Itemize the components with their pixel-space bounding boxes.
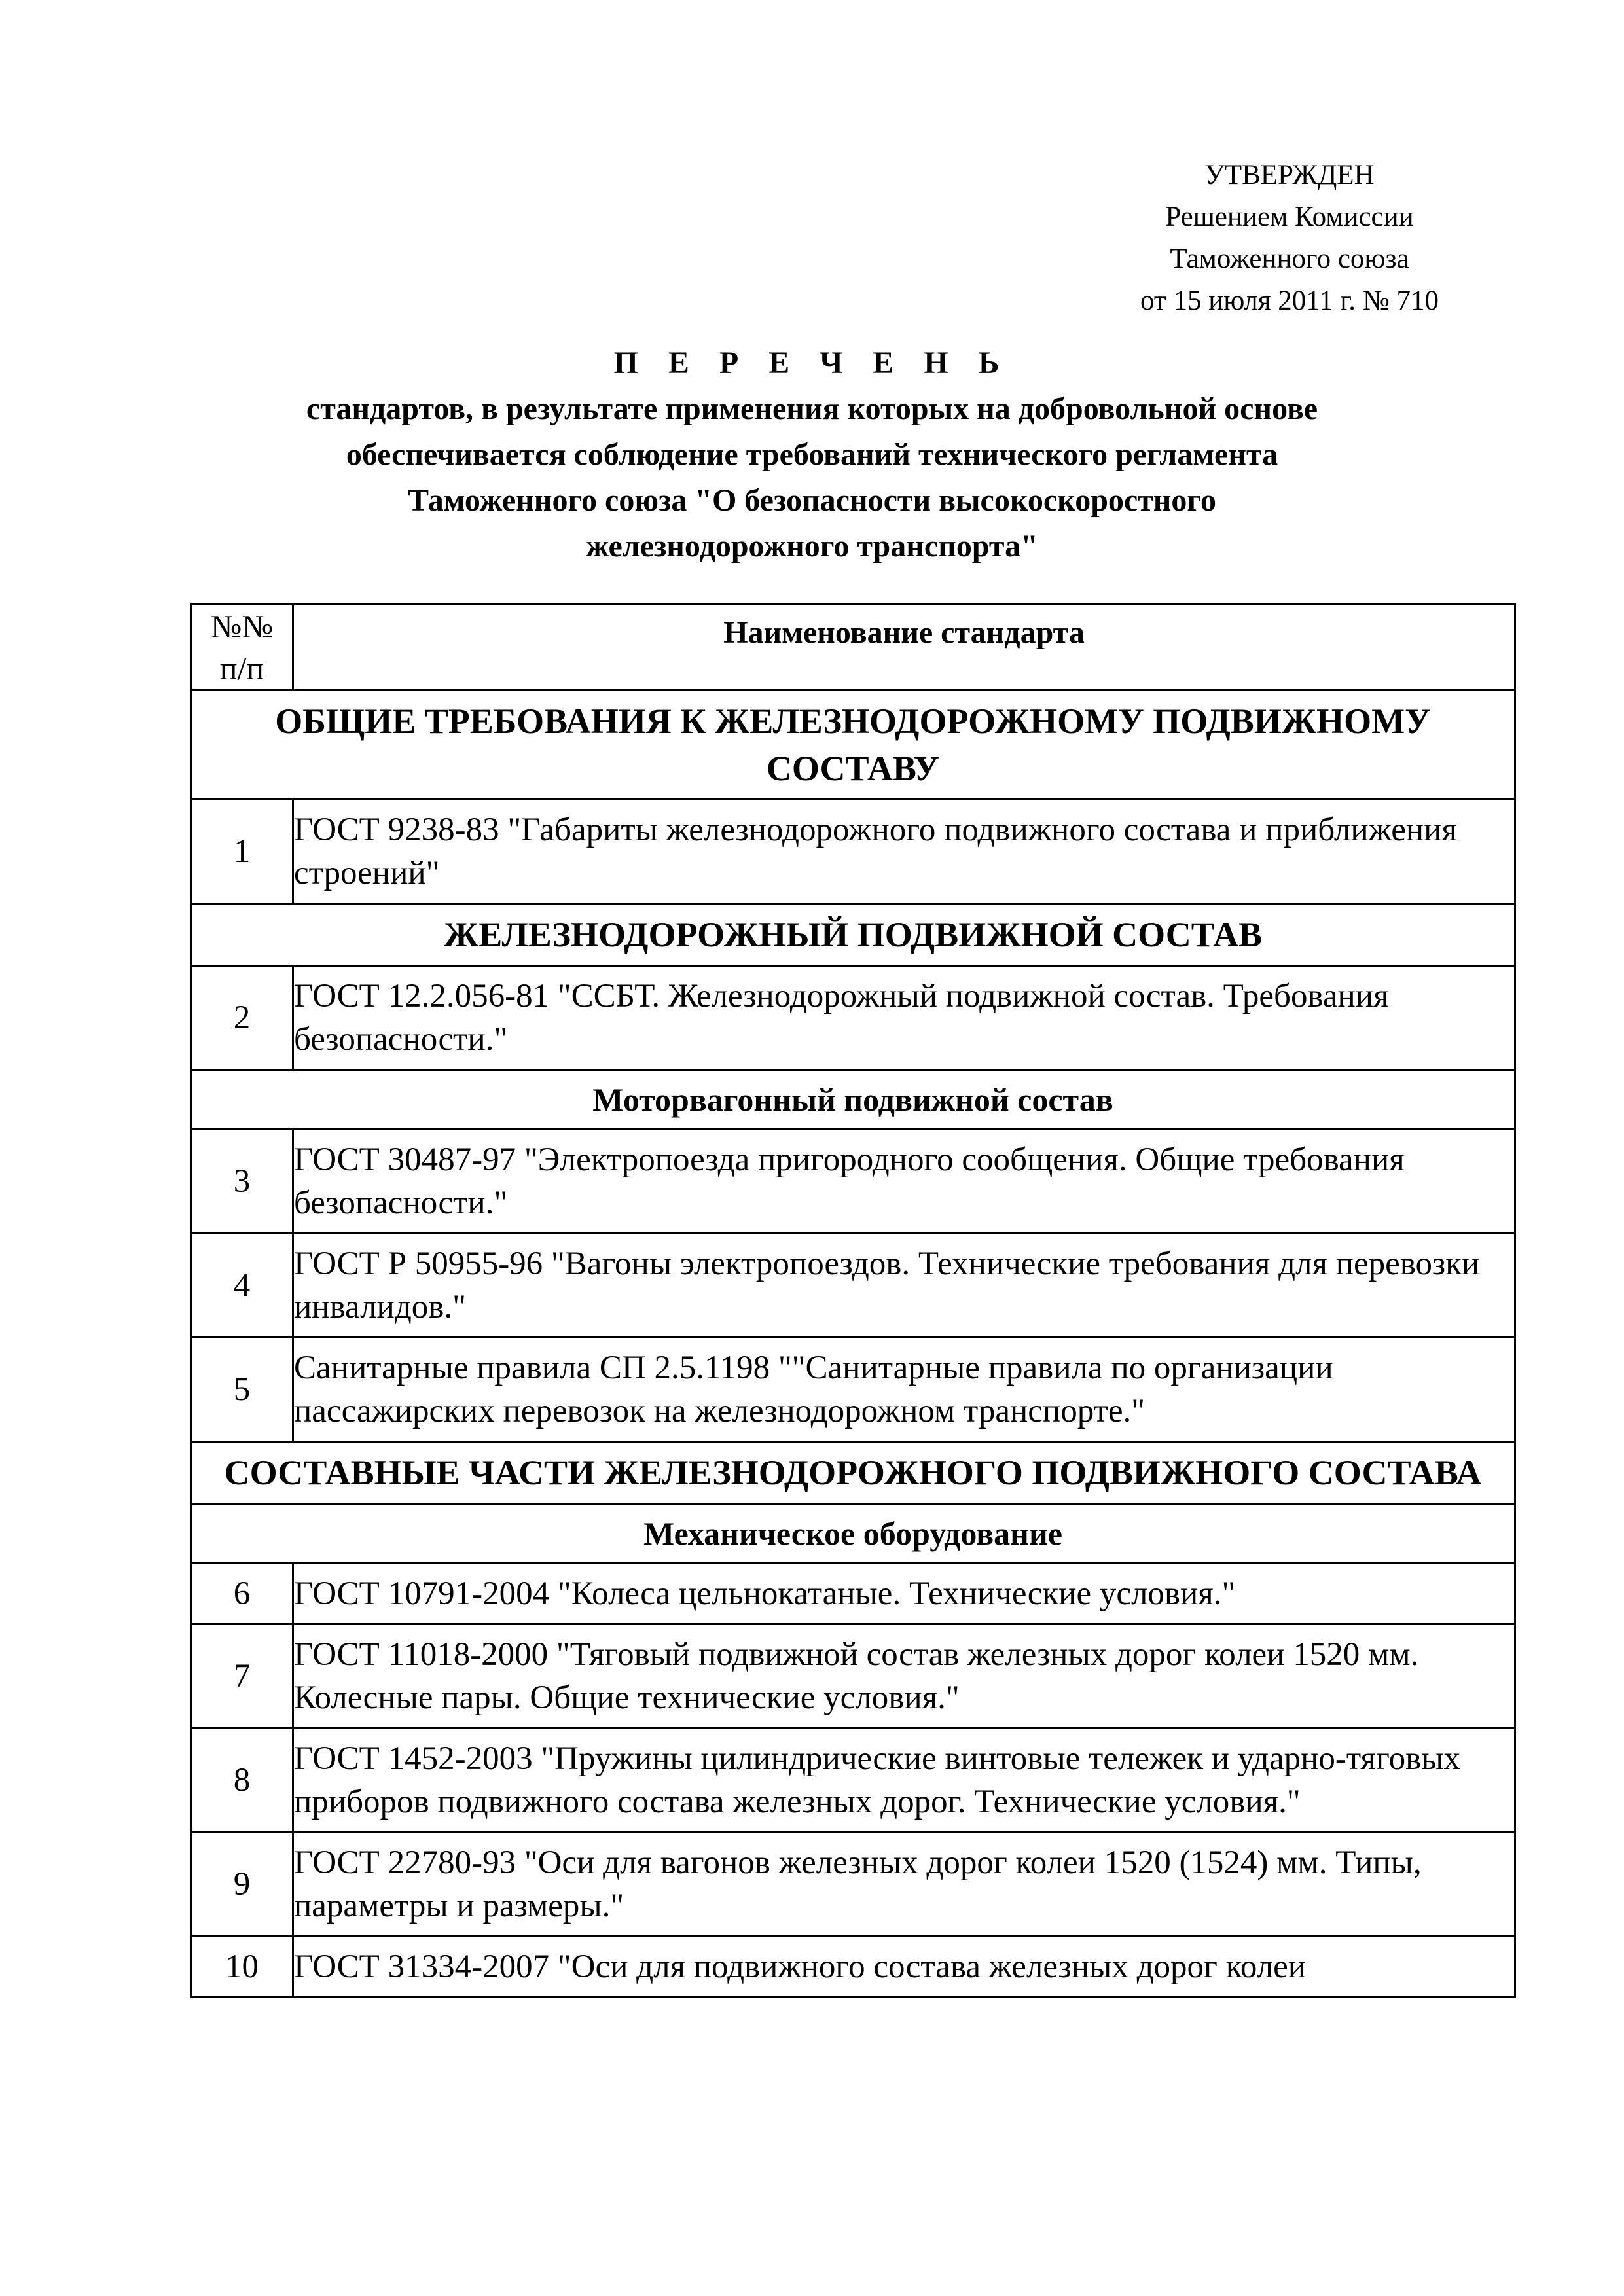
row-number: 7 [191, 1624, 293, 1729]
table-row [191, 1833, 1515, 1937]
table-row [191, 1564, 1515, 1624]
row-number: 3 [191, 1130, 293, 1234]
section-row [191, 904, 1515, 966]
header-num-line-2: п/п [219, 650, 264, 687]
table-row [191, 966, 1515, 1070]
standards-table [190, 603, 1516, 1998]
section-row [191, 691, 1515, 800]
title-line-3: Таможенного союза "О безопасности высокоскоростного [407, 483, 1217, 518]
subsection-title: Моторвагонный подвижной состав [191, 1070, 1515, 1130]
subsection-row [191, 1070, 1515, 1130]
approval-date: от 15 июля 2011 г. № 710 [1140, 285, 1439, 316]
subsection-row [191, 1504, 1515, 1564]
table-row [191, 1729, 1515, 1833]
table-row [191, 1937, 1515, 1998]
table-row [191, 1624, 1515, 1729]
row-standard-name: ГОСТ 9238-83 "Габариты железнодорожного подвижного состава и приближения строений" [293, 800, 1515, 904]
title-line-4: железнодорожного транспорта" [586, 529, 1038, 564]
header-num-line-1: №№ [210, 608, 274, 645]
table-row [191, 800, 1515, 904]
row-number: 5 [191, 1338, 293, 1442]
table-row [191, 1338, 1515, 1442]
row-number: 10 [191, 1937, 293, 1998]
row-standard-name: ГОСТ 22780-93 "Оси для вагонов железных дорог колеи 1520 (1524) мм. Типы, параметры и размеры." [293, 1833, 1515, 1937]
row-standard-name: ГОСТ 1452-2003 "Пружины цилиндрические винтовые тележек и ударно-тяговых приборов подвижного состава железных дорог. Технические условия." [293, 1729, 1515, 1833]
table-row [191, 1130, 1515, 1234]
table-header-row [191, 605, 1515, 691]
section-title: ОБЩИЕ ТРЕБОВАНИЯ К ЖЕЛЕЗНОДОРОЖНОМУ ПОДВИЖНОМУ СОСТАВУ [191, 691, 1515, 800]
row-standard-name: ГОСТ 11018-2000 "Тяговый подвижной состав железных дорог колеи 1520 мм. Колесные пары. Общие технические условия." [293, 1624, 1515, 1729]
row-standard-name: ГОСТ 10791-2004 "Колеса цельнокатаные. Технические условия." [293, 1564, 1515, 1624]
row-number: 6 [191, 1564, 293, 1624]
document-title [0, 340, 1624, 569]
row-number: 2 [191, 966, 293, 1070]
header-name-cell: Наименование стандарта [293, 605, 1515, 691]
section-title: ЖЕЛЕЗНОДОРОЖНЫЙ ПОДВИЖНОЙ СОСТАВ [191, 904, 1515, 966]
row-number: 4 [191, 1234, 293, 1338]
approval-status: УТВЕРЖДЕН [1204, 160, 1375, 190]
title-line-1: стандартов, в результате применения которых на добровольной основе [306, 391, 1318, 426]
approval-body: Таможенного союза [1170, 243, 1409, 274]
section-row [191, 1442, 1515, 1504]
section-title: СОСТАВНЫЕ ЧАСТИ ЖЕЛЕЗНОДОРОЖНОГО ПОДВИЖНОГО СОСТАВА [191, 1442, 1515, 1504]
row-standard-name: ГОСТ 31334-2007 "Оси для подвижного состава железных дорог колеи [293, 1937, 1515, 1998]
subsection-title: Механическое оборудование [191, 1504, 1515, 1564]
row-number: 8 [191, 1729, 293, 1833]
row-number: 9 [191, 1833, 293, 1937]
row-standard-name: ГОСТ 12.2.056-81 "ССБТ. Железнодорожный подвижной состав. Требования безопасности." [293, 966, 1515, 1070]
row-standard-name: Санитарные правила СП 2.5.1198 ""Санитарные правила по организации пассажирских перевозок на железнодорожном транспорте." [293, 1338, 1515, 1442]
title-line-2: обеспечивается соблюдение требований технического регламента [346, 437, 1278, 472]
approval-stamp [1080, 154, 1499, 322]
row-standard-name: ГОСТ 30487-97 "Электропоезда пригородного сообщения. Общие требования безопасности." [293, 1130, 1515, 1234]
approval-decision: Решением Комиссии [1165, 202, 1414, 232]
row-number: 1 [191, 800, 293, 904]
table-row [191, 1234, 1515, 1338]
header-num-cell [191, 605, 293, 691]
title-heading: П Е Р Е Ч Е Н Ь [613, 346, 1011, 380]
row-standard-name: ГОСТ Р 50955-96 "Вагоны электропоездов. Технические требования для перевозки инвалидов." [293, 1234, 1515, 1338]
